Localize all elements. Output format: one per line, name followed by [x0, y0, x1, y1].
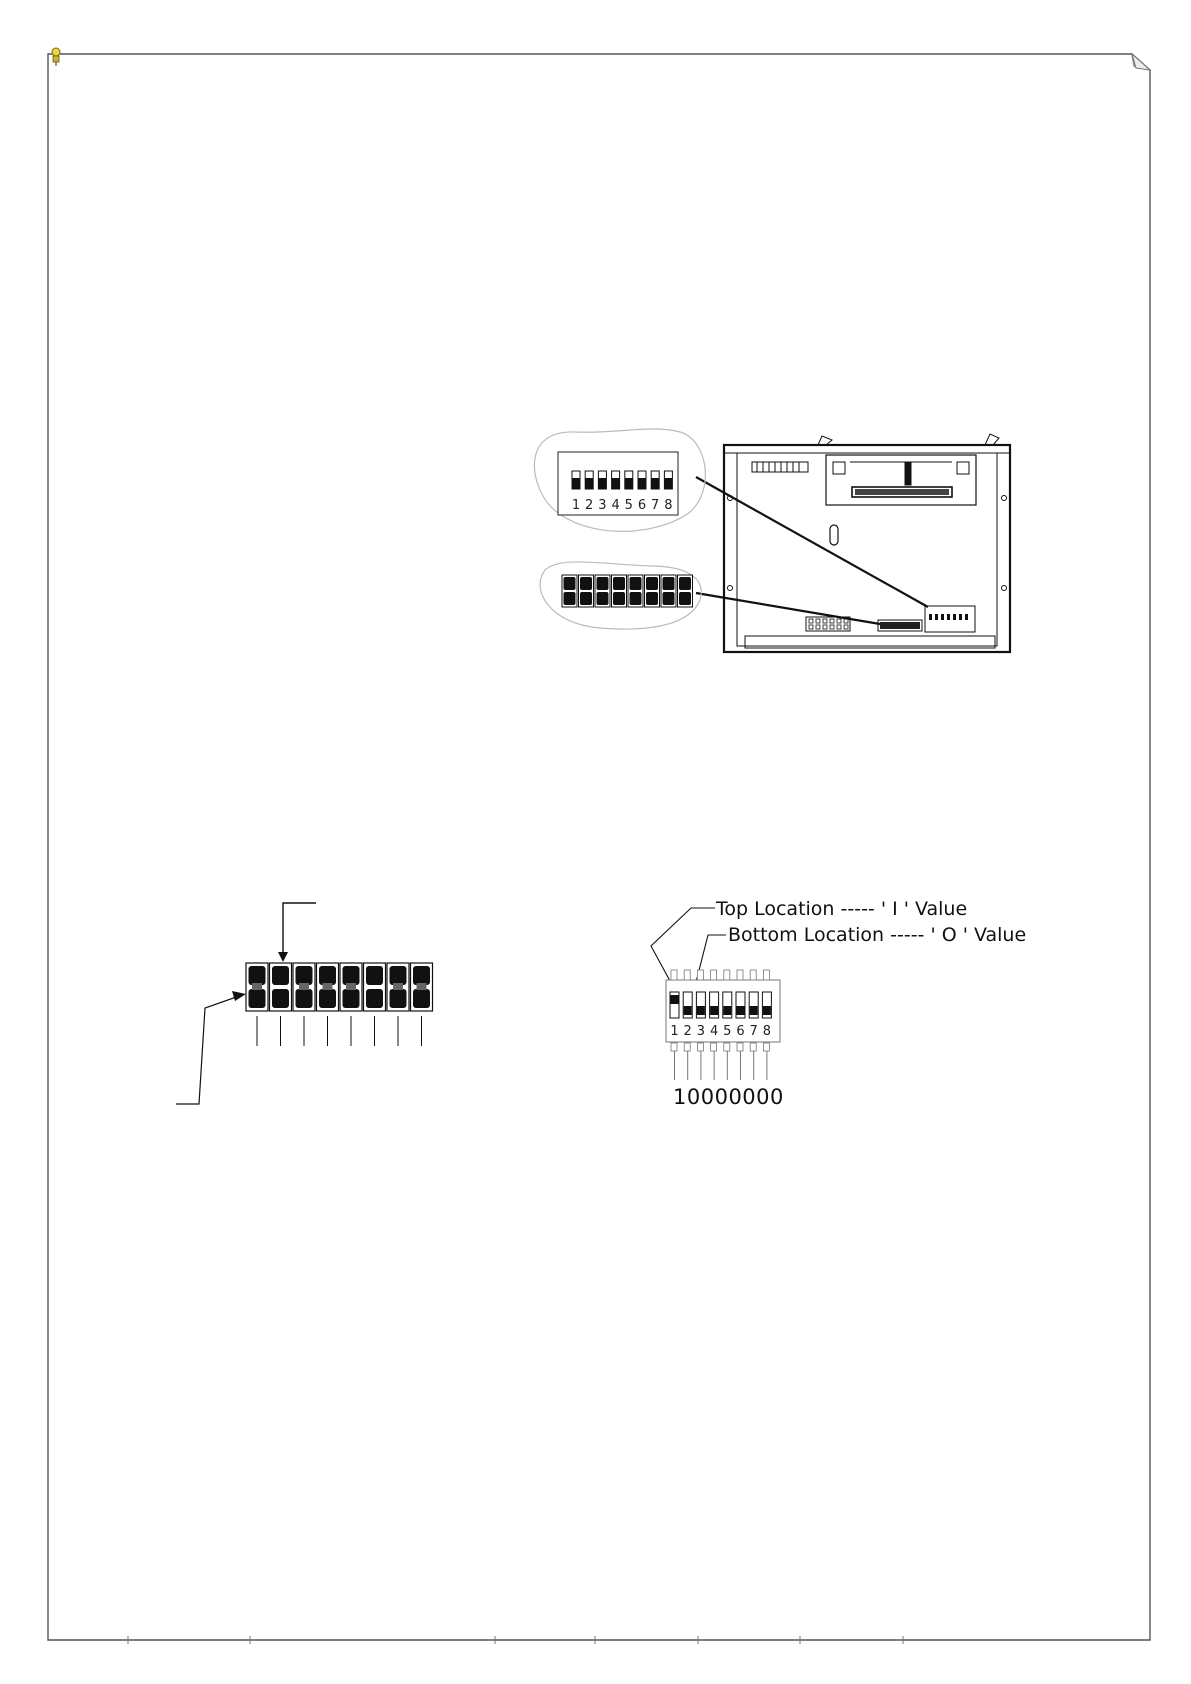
dip-number: 4 — [709, 1024, 719, 1039]
bottom-location-label: Bottom Location ----- ' O ' Value — [728, 924, 1027, 946]
jumper-shunt — [252, 983, 262, 990]
zoom-dip-actuator — [625, 478, 633, 489]
jumper-pin-bottom — [390, 989, 407, 1008]
dip-actuator — [737, 1006, 745, 1015]
jumper-shunt — [417, 983, 427, 990]
dip-actuator — [684, 1006, 692, 1015]
dip-actuator — [671, 995, 679, 1004]
zoom-jumper-pin-bottom — [564, 592, 576, 605]
dip-pin-bottom — [711, 1043, 717, 1051]
zoom-dip-actuator — [598, 478, 606, 489]
zoom-jumper-pin-top — [630, 577, 642, 590]
dip-pin-bottom — [671, 1043, 677, 1051]
dip-pin-top — [763, 970, 769, 980]
dip-pin-top — [684, 970, 690, 980]
jumper-shunt — [346, 983, 356, 990]
jumper-zoom-callout — [540, 562, 701, 629]
zoom-jumper-pin-bottom — [597, 592, 609, 605]
page-corner-icon — [1132, 54, 1150, 70]
zoom-dip-actuator — [651, 478, 659, 489]
jumper-pin-bottom — [366, 989, 383, 1008]
dip-number: 1 — [670, 1024, 679, 1039]
jumper-pin-top — [390, 966, 407, 985]
jumper-shunt — [299, 983, 309, 990]
dip-number: 3 — [696, 1024, 706, 1039]
zoom-dip-number: 5 — [624, 498, 633, 513]
dip-actuator — [697, 1006, 705, 1015]
zoom-dip-actuator — [638, 478, 646, 489]
dip-pin-bottom — [763, 1043, 769, 1051]
zoom-dip-actuator — [612, 478, 620, 489]
zoom-dip-actuator — [585, 478, 593, 489]
zoom-dip-number: 3 — [598, 498, 607, 513]
zoom-jumper-pin-bottom — [646, 592, 658, 605]
zoom-jumper-pin-top — [580, 577, 592, 590]
zoom-jumper-pin-bottom — [630, 592, 642, 605]
zoom-jumper-pin-top — [646, 577, 658, 590]
zoom-dip-number: 6 — [637, 498, 647, 513]
jumper-pin-top — [249, 966, 266, 985]
dip-pin-bottom — [697, 1043, 703, 1051]
zoom-dip-actuator — [664, 478, 672, 489]
zoom-jumper-pin-top — [679, 577, 691, 590]
jumper-pin-top — [272, 966, 289, 985]
dip-pin-bottom — [737, 1043, 743, 1051]
zoom-dip-number: 8 — [664, 498, 673, 513]
dip-switch-legend — [651, 898, 1026, 1109]
dip-pin-top — [697, 970, 703, 980]
dip-pin-top — [724, 970, 730, 980]
jumper-pin-bottom — [319, 989, 336, 1008]
dip-pin-top — [711, 970, 717, 980]
zoom-dip-number: 2 — [585, 498, 594, 513]
jumper-pin-bottom — [272, 989, 289, 1008]
jumper-pin-top — [343, 966, 360, 985]
device-diagram — [696, 434, 1010, 652]
dip-number: 8 — [762, 1024, 772, 1039]
jumper-block-diagram — [176, 903, 433, 1104]
zoom-jumper-pin-bottom — [613, 592, 625, 605]
dip-pin-top — [737, 970, 743, 980]
zoom-dip-number: 1 — [571, 498, 581, 513]
dip-actuator — [723, 1006, 731, 1015]
note-pin-icon[interactable] — [52, 48, 60, 66]
switch-value-readout: 10000000 — [673, 1085, 784, 1109]
dip-pin-top — [671, 970, 677, 980]
zoom-jumper-pin-top — [663, 577, 675, 590]
jumper-pin-top — [296, 966, 313, 985]
zoom-jumper-pin-bottom — [580, 592, 592, 605]
jumper-pin-top — [319, 966, 336, 985]
zoom-jumper-pin-bottom — [663, 592, 675, 605]
dip-pin-bottom — [684, 1043, 690, 1051]
dip-number: 6 — [736, 1024, 745, 1039]
zoom-jumper-pin-bottom — [679, 592, 691, 605]
jumper-shunt — [323, 983, 333, 990]
zoom-dip-number: 4 — [611, 498, 620, 513]
dip-number: 2 — [683, 1024, 692, 1039]
jumper-pin-bottom — [413, 989, 430, 1008]
dip-actuator — [763, 1006, 771, 1015]
zoom-jumper-pin-top — [564, 577, 576, 590]
dip-actuator — [750, 1006, 758, 1015]
zoom-dip-number: 7 — [651, 498, 660, 513]
dip-actuator — [710, 1006, 718, 1015]
jumper-pin-top — [413, 966, 430, 985]
dip-number: 7 — [749, 1024, 758, 1039]
jumper-pin-bottom — [296, 989, 313, 1008]
dip-zoom-callout — [534, 429, 705, 532]
page-frame — [48, 54, 1150, 1640]
zoom-jumper-pin-top — [613, 577, 625, 590]
zoom-dip-actuator — [572, 478, 580, 489]
jumper-pin-bottom — [249, 989, 266, 1008]
zoom-jumper-pin-top — [597, 577, 609, 590]
dip-pin-bottom — [724, 1043, 730, 1051]
jumper-pin-top — [366, 966, 383, 985]
dip-pin-bottom — [750, 1043, 756, 1051]
dip-number: 5 — [723, 1024, 732, 1039]
jumper-shunt — [393, 983, 403, 990]
jumper-pin-bottom — [343, 989, 360, 1008]
dip-pin-top — [750, 970, 756, 980]
top-location-label: Top Location ----- ' I ' Value — [716, 898, 968, 920]
